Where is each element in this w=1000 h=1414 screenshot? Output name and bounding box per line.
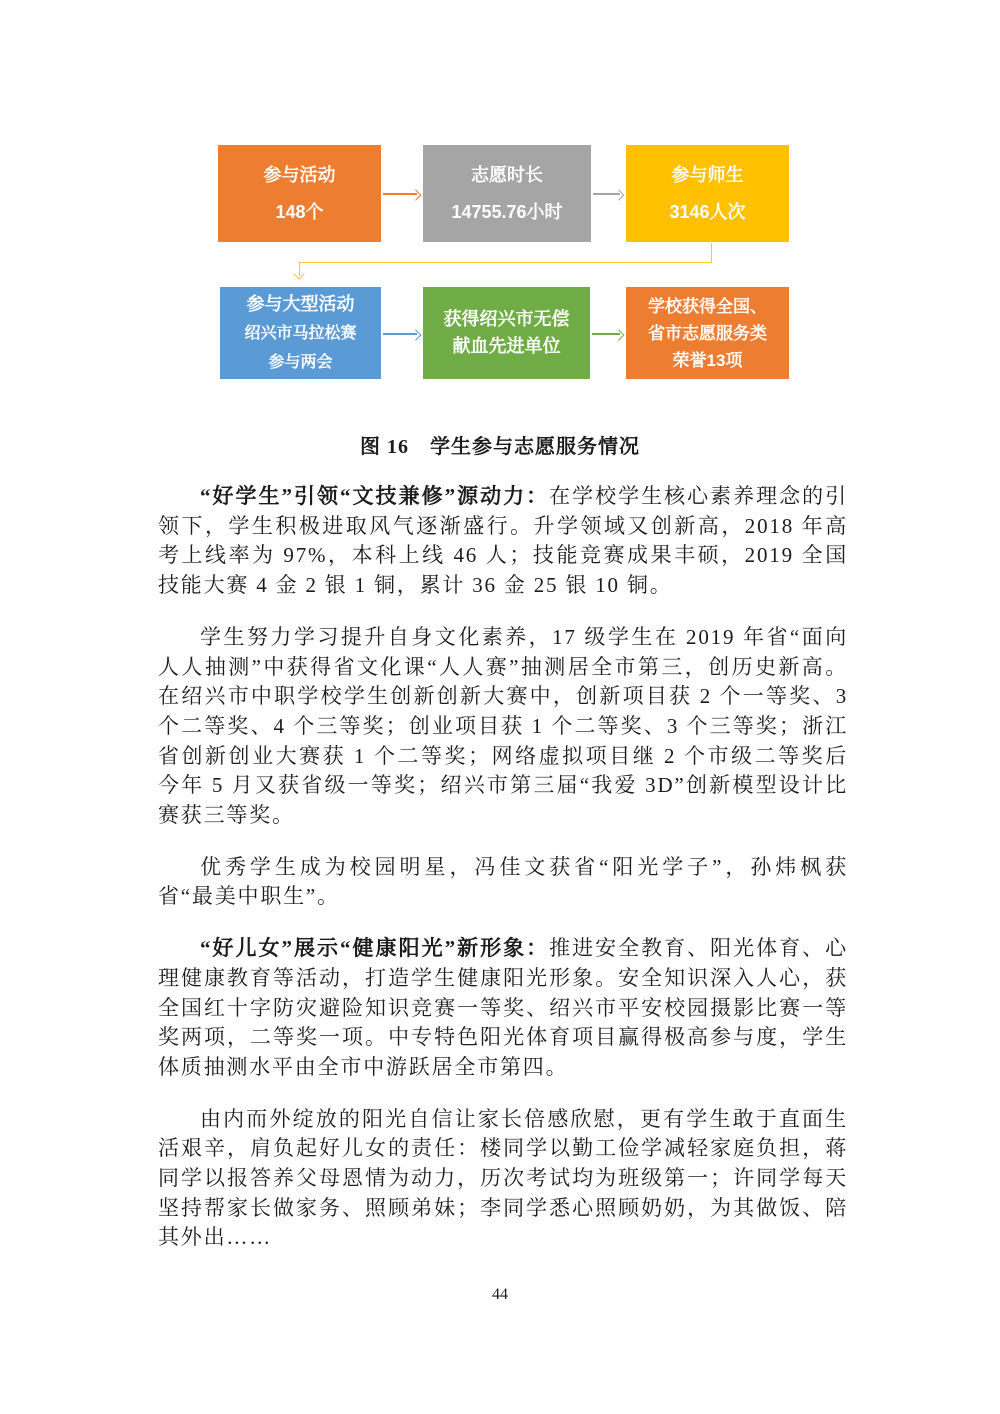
body-paragraph	[158, 934, 848, 1083]
box-line: 省市志愿服务类	[648, 323, 767, 343]
box-line: 参与大型活动	[246, 293, 355, 314]
paragraph-text: 在学校学生核心素养理念的引领下，学生积极进取风气逐渐盛行。升学领域又创新高，2018 年高考上线率为 97%，本科上线 46 人；技能竞赛成果丰硕，2019 全国技能大赛 4 金 2 银 1 铜，累计 36 金 25 银 10 铜。	[158, 484, 848, 598]
page-number: 44	[492, 1286, 508, 1303]
figure-caption: 图 16 学生参与志愿服务情况	[360, 436, 640, 458]
body-paragraph	[158, 482, 848, 601]
paragraph-text: 由内而外绽放的阳光自信让家长倍感欣慰，更有学生敢于直面生活艰辛，肩负起好儿女的责任：楼同学以勤工俭学减轻家庭负担，蒋同学以报答养父母恩情为动力，历次考试均为班级第一；许同学每天坚持帮家长做家务、照顾弟妹；李同学悉心照顾奶奶，为其做饭、陪其外出……	[158, 1106, 848, 1250]
box-line: 148个	[275, 201, 324, 222]
paragraph-lead: “好学生”引领“文技兼修”源动力：	[200, 484, 550, 508]
paragraph-text: 学生努力学习提升自身文化素养，17 级学生在 2019 年省“面向人人抽测”中获得省文化课“人人赛”抽测居全市第三，创历史新高。在绍兴市中职学校学生创新创新大赛中，创新项目获 2 个一等奖、3 个二等奖、4 个三等奖；创业项目获 1 个二等奖、3 个三等奖；浙江省创新创业大赛获 1 个二等奖；网络虚拟项目继 2 个市级二等奖后今年 5 月又获省级一等奖；绍兴市第三届“我爱 3D”创新模型设计比赛获三等奖。	[158, 624, 848, 828]
box-line: 志愿时长	[471, 164, 543, 185]
box-line: 参与活动	[263, 164, 336, 185]
box-line: 学校获得全国、	[648, 296, 767, 316]
box-line: 荣誉13项	[672, 350, 743, 370]
box-line: 获得绍兴市无偿	[443, 309, 570, 329]
box-line: 参与师生	[671, 164, 744, 185]
volunteer-service-flowchart	[0, 0, 1000, 410]
body-paragraph	[158, 1105, 848, 1254]
box-line: 3146人次	[669, 201, 746, 222]
paragraph-text: 优秀学生成为校园明星，冯佳文获省“阳光学子”，孙炜枫获省“最美中职生”。	[158, 854, 848, 909]
elbow-connector-arrow	[0, 0, 1000, 410]
box-line: 献血先进单位	[452, 336, 561, 356]
connector-segment	[711, 243, 712, 263]
body-paragraph	[158, 853, 848, 912]
box-line: 14755.76小时	[451, 201, 563, 222]
connector-segment	[299, 262, 712, 263]
paragraph-lead: “好儿女”展示“健康阳光”新形象：	[200, 936, 550, 961]
body-paragraph	[158, 623, 848, 831]
box-line: 绍兴市马拉松赛	[244, 324, 357, 342]
box-line: 参与两会	[268, 353, 333, 371]
arrow-head-down	[293, 268, 304, 279]
document-body	[158, 482, 848, 1275]
paragraph-text: 推进安全教育、阳光体育、心理健康教育等活动，打造学生健康阳光形象。安全知识深入人心，获全国红十字防灾避险知识竞赛一等奖、绍兴市平安校园摄影比赛一等奖两项，二等奖一项。中专特色阳光体育项目赢得极高参与度，学生体质抽测水平由全市中游跃居全市第四。	[158, 936, 848, 1079]
